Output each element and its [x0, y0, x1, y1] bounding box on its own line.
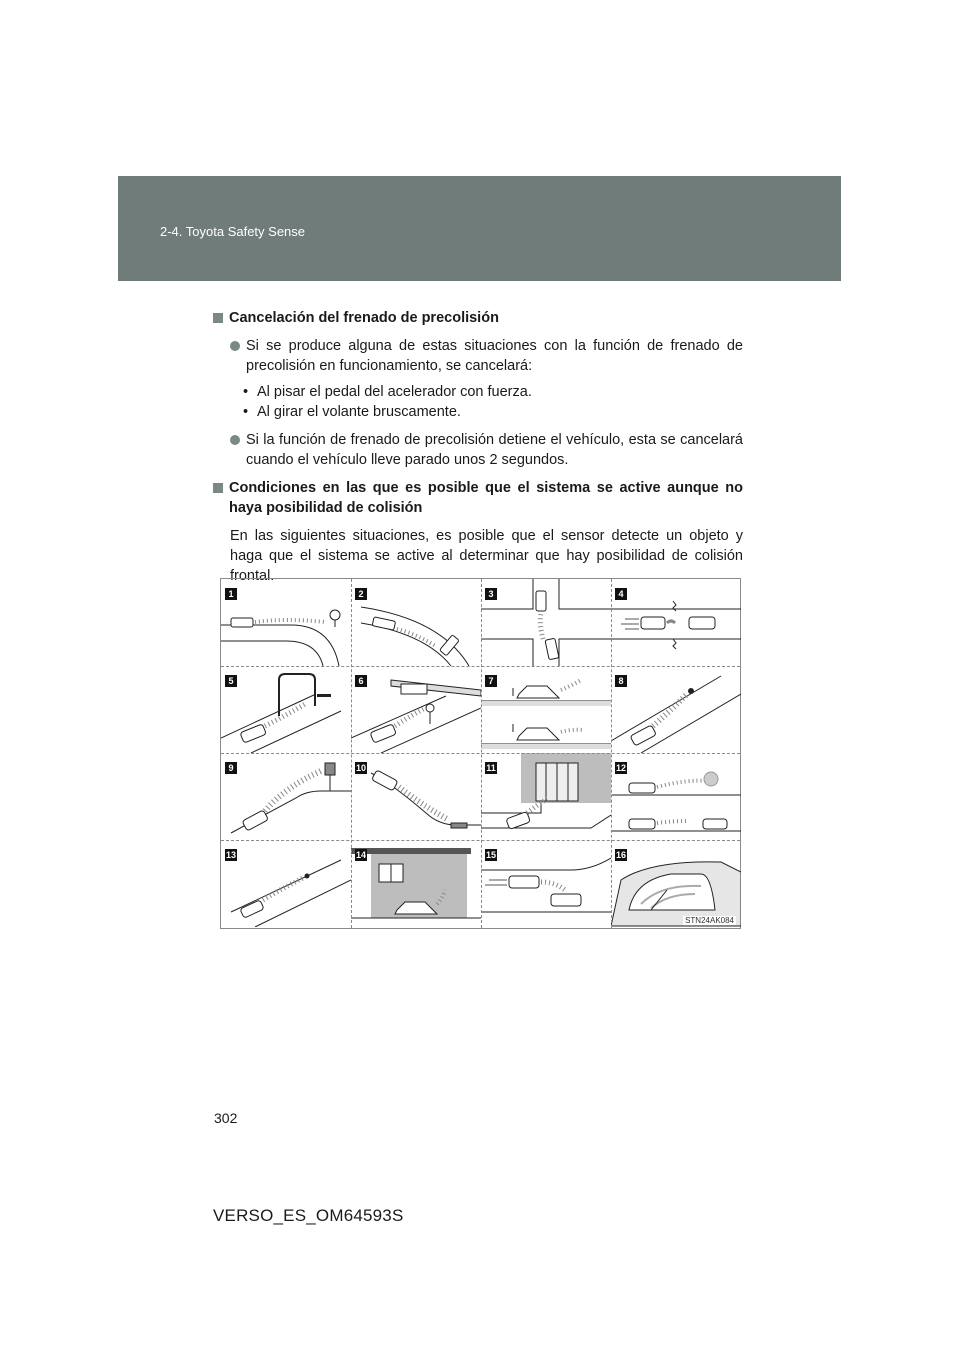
grid-divider [221, 840, 740, 841]
page-number: 302 [214, 1110, 238, 1126]
illustration-8 [611, 666, 741, 753]
heading-conditions [213, 478, 743, 518]
illustration-9 [221, 753, 351, 840]
illustration-number: 7 [485, 675, 497, 687]
section-title: 2-4. Toyota Safety Sense [160, 224, 306, 239]
illustration-number: 8 [615, 675, 627, 687]
heading-cancellation-text: Cancelación del frenado de precolisión [229, 310, 499, 326]
illustration-2 [351, 579, 481, 666]
illustration-number: 9 [225, 762, 237, 774]
illustration-number: 16 [615, 850, 626, 860]
figure-code: STN24AK084 [685, 916, 734, 925]
square-bullet-icon [213, 483, 223, 493]
illustration-number: 13 [225, 850, 236, 860]
illustration-11 [481, 753, 611, 840]
paragraph: En las siguientes situaciones, es posible que el sensor detecte un objeto y haga que el sistema se active al determinar que hay posibilidad de colisión frontal. [230, 528, 743, 584]
illustration-3 [481, 579, 611, 666]
sub-item-marker: • [243, 384, 249, 400]
illustration-13 [221, 840, 351, 927]
illustration-6 [351, 666, 481, 753]
sub-item-marker: • [243, 404, 249, 420]
grid-divider [221, 753, 740, 754]
illustration-grid [220, 578, 741, 929]
page-content [213, 308, 743, 586]
bullet-item [230, 336, 743, 376]
bullet-text: Si la función de frenado de precolisión detiene el vehículo, esta se cancelará cuando el vehículo lleve parado unos 2 segundos. [246, 432, 743, 468]
section-header [118, 176, 841, 281]
round-bullet-icon [230, 435, 240, 445]
illustration-number: 11 [486, 763, 496, 773]
sub-item [243, 402, 743, 422]
illustration-number: 14 [355, 850, 366, 860]
heading-cancellation [213, 308, 743, 328]
illustration-10 [351, 753, 481, 840]
bullet-item [230, 430, 743, 470]
illustration-7 [481, 666, 611, 753]
bullet-text: Si se produce alguna de estas situaciones con la función de frenado de precolisión en funcionamiento, se cancelará: [246, 338, 743, 374]
illustration-1 [221, 579, 351, 666]
illustration-14 [351, 840, 481, 927]
illustration-number: 1 [225, 588, 237, 600]
illustration-number: 15 [485, 850, 496, 860]
sub-item-text: Al pisar el pedal del acelerador con fuerza. [257, 384, 532, 400]
illustration-number: 6 [355, 675, 367, 687]
illustration-number: 12 [615, 763, 626, 773]
illustration-4 [611, 579, 741, 666]
sub-item-text: Al girar el volante bruscamente. [257, 404, 461, 420]
square-bullet-icon [213, 313, 223, 323]
round-bullet-icon [230, 341, 240, 351]
illustration-number: 4 [615, 588, 627, 600]
document-id: VERSO_ES_OM64593S [213, 1206, 404, 1225]
illustration-16 [611, 840, 741, 927]
illustration-number: 2 [355, 588, 367, 600]
illustration-number: 10 [355, 763, 366, 773]
illustration-number: 5 [225, 675, 237, 687]
illustration-15 [481, 840, 611, 927]
sub-item [243, 382, 743, 402]
grid-divider [221, 666, 740, 667]
illustration-12 [611, 753, 741, 840]
illustration-number: 3 [485, 588, 497, 600]
heading-conditions-text: Condiciones en las que es posible que el sistema se active aunque no haya posibilidad de colisión [229, 480, 743, 516]
illustration-5 [221, 666, 351, 753]
